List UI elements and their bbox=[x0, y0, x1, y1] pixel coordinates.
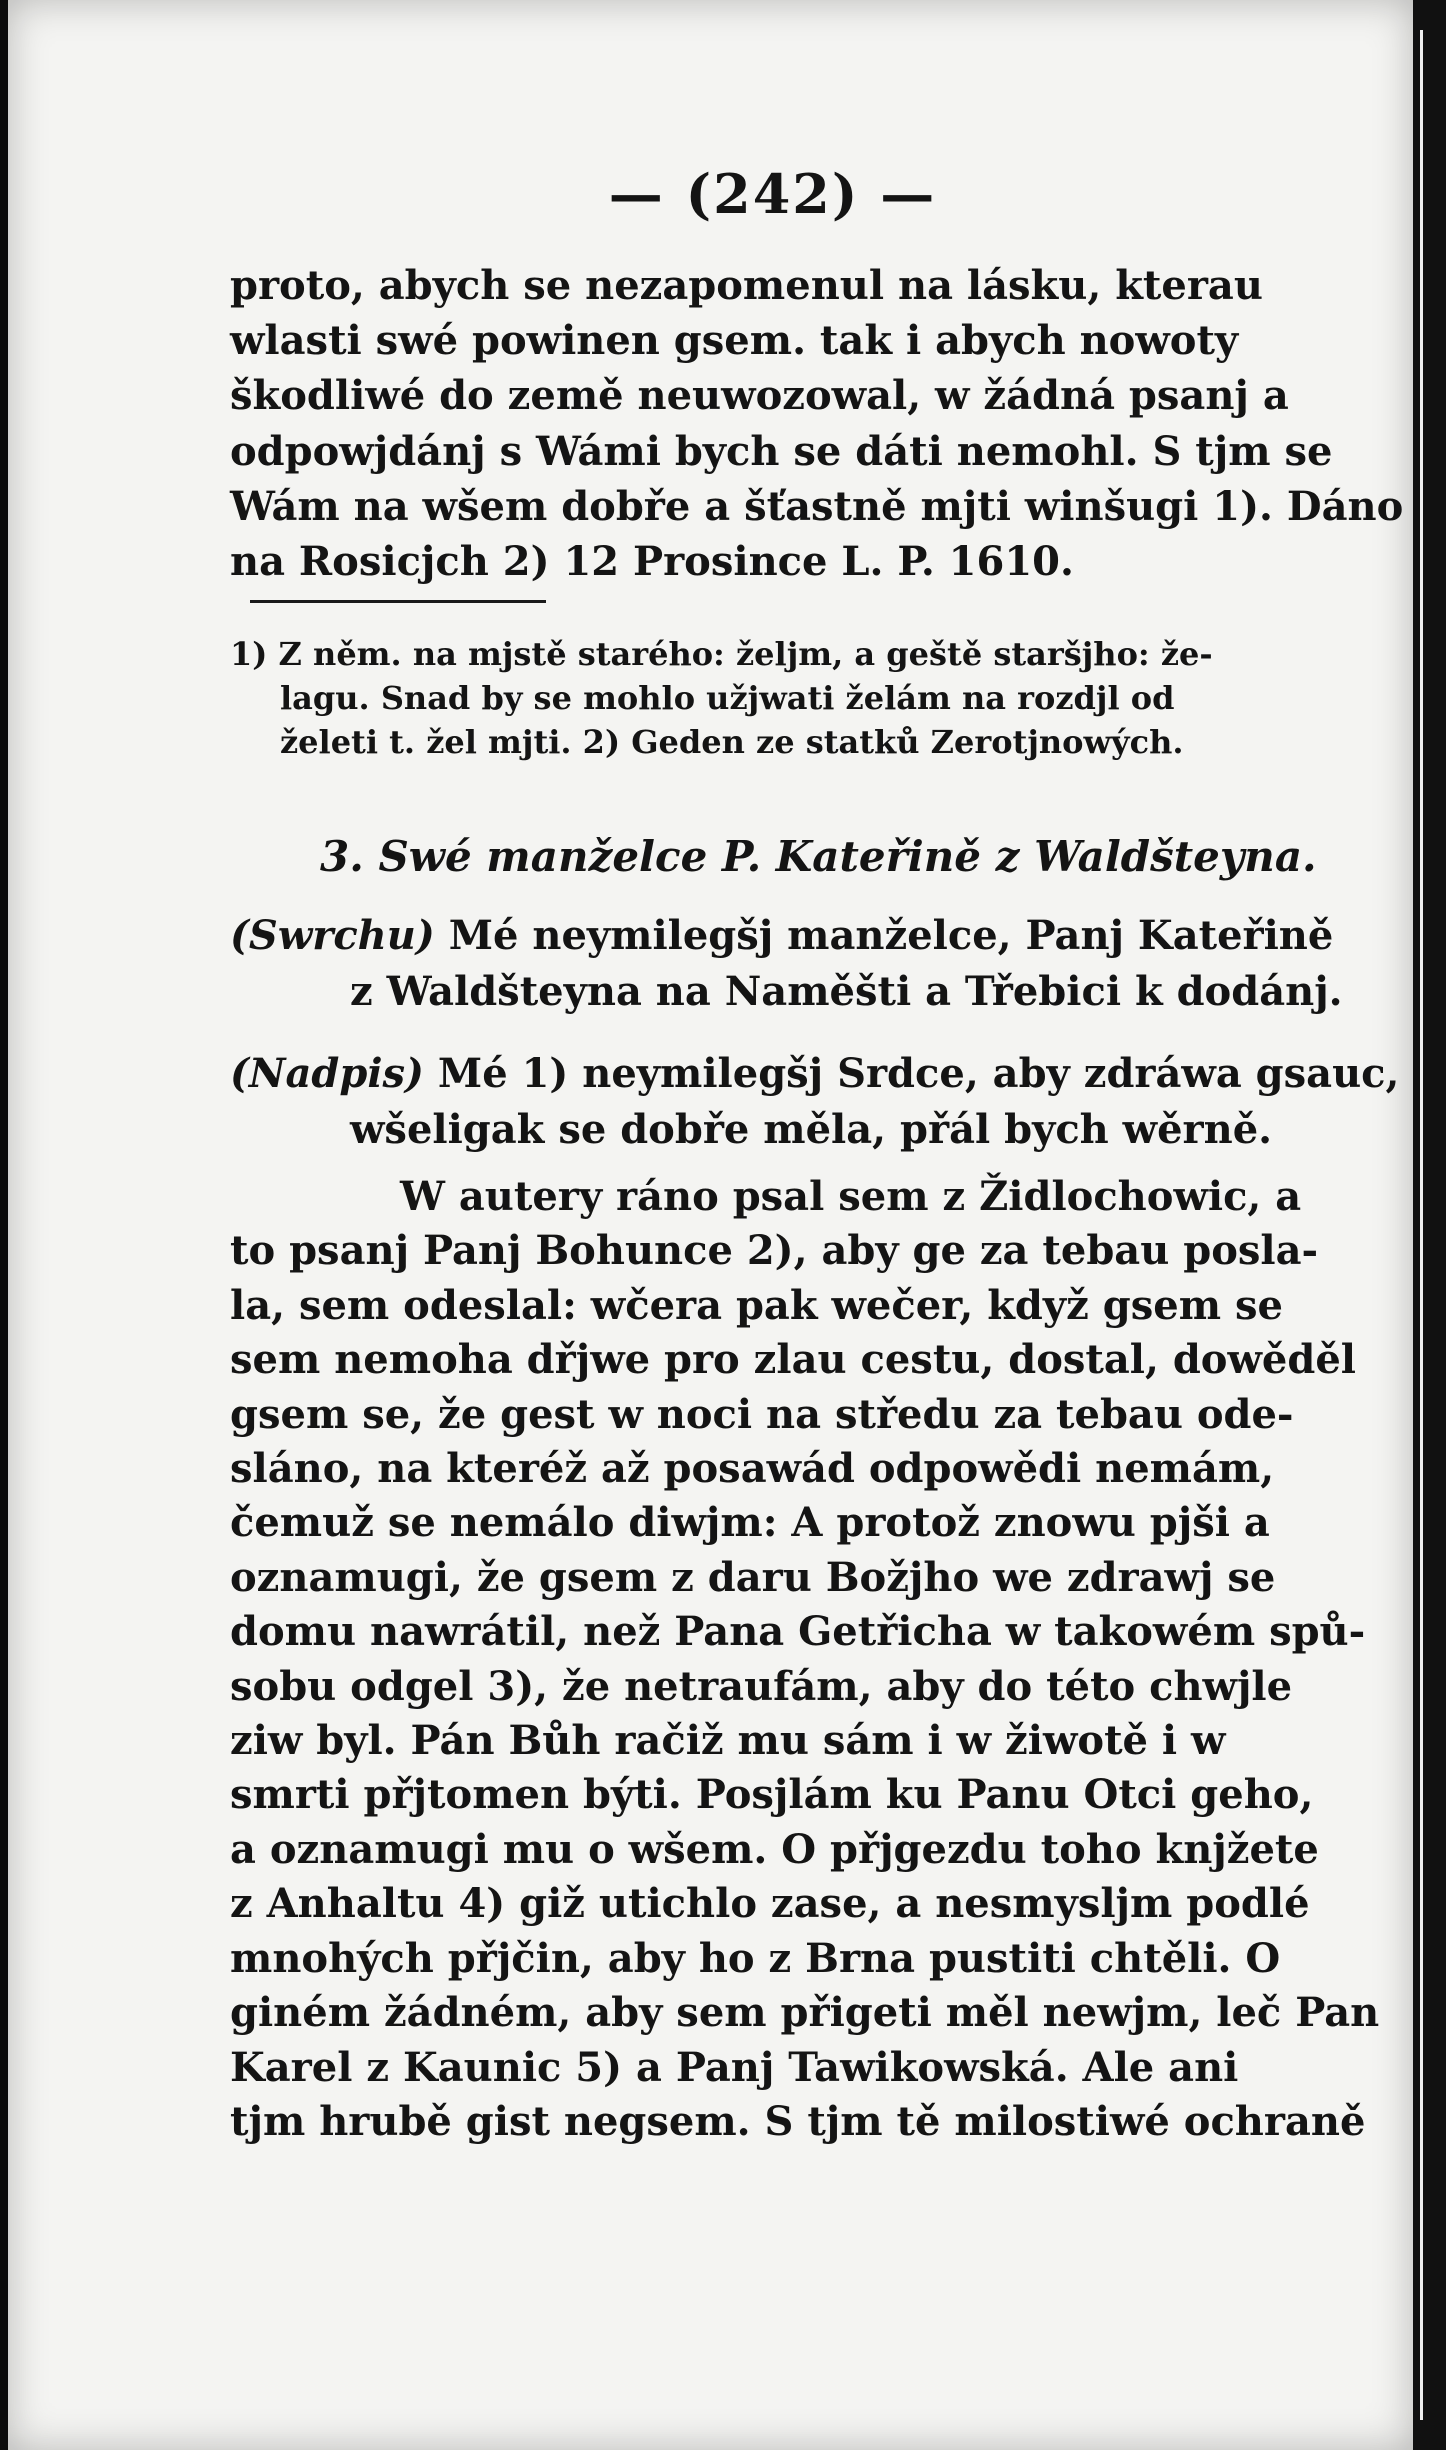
text-line: wlasti swé powinen gsem. tak i abych nowoty bbox=[230, 317, 1239, 365]
text-line: oznamugi, že gsem z daru Božjho we zdrawj se bbox=[230, 1553, 1276, 1601]
page-edge bbox=[1413, 0, 1446, 2450]
text-line: na Rosicjch 2) 12 Prosince L. P. 1610. bbox=[230, 538, 1074, 586]
adjacent-page-edge bbox=[1420, 30, 1423, 2420]
text-line: odpowjdánj s Wámi bych se dáti nemohl. S tjm se bbox=[230, 427, 1333, 475]
text-line: giném žádném, aby sem přigeti měl newjm, leč Pan bbox=[230, 1989, 1380, 2037]
page-number: — (242) — bbox=[608, 162, 937, 226]
address-outer bbox=[230, 908, 1343, 1020]
footnote-rule bbox=[250, 600, 546, 603]
text-line: smrti přjtomen býti. Posjlám ku Panu Otci geho, bbox=[230, 1771, 1314, 1819]
footnote-line: želeti t. žel mjti. 2) Geden ze statků Zerotjnowých. bbox=[280, 723, 1184, 761]
text-line: sobu odgel 3), že netraufám, aby do této chwjle bbox=[230, 1662, 1293, 1710]
text-line: sem nemoha dřjwe pro zlau cestu, dostal, dowěděl bbox=[230, 1336, 1356, 1384]
address-line: z Waldšteyna na Naměšti a Třebici k dodánj. bbox=[350, 968, 1343, 1015]
footnote-line: lagu. Snad by se mohlo užjwati želám na rozdjl od bbox=[280, 679, 1175, 717]
text-line: sláno, na kteréž až posawád odpowědi nemám, bbox=[230, 1445, 1275, 1493]
text-line: domu nawrátil, než Pana Getřicha w takowém spů- bbox=[230, 1608, 1366, 1656]
text-line: škodliwé do země neuwozowal, w žádná psanj a bbox=[230, 372, 1289, 420]
address-line: Mé 1) neymilegšj Srdce, aby zdráwa gsauc, bbox=[437, 1050, 1400, 1097]
address-line: wšeligak se dobře měla, přál bych wěrně. bbox=[350, 1106, 1273, 1153]
text-line: mnohých přjčin, aby ho z Brna pustiti chtěli. O bbox=[230, 1934, 1281, 1982]
text-line: z Anhaltu 4) giž utichlo zase, a nesmysljm podlé bbox=[230, 1880, 1310, 1928]
section-title: 3. Swé manželce P. Kateřině z Waldšteyna. bbox=[320, 832, 1317, 881]
footnotes bbox=[230, 632, 1320, 764]
address-label: (Nadpis) bbox=[230, 1050, 424, 1097]
text-line: W autery ráno psal sem z Židlochowic, a bbox=[400, 1173, 1302, 1220]
text-line: la, sem odeslal: wčera pak wečer, když gsem se bbox=[230, 1281, 1283, 1329]
footnote-line: 1) Z něm. na mjstě starého: željm, a geště staršjho: že- bbox=[230, 635, 1213, 673]
text-line: proto, abych se nezapomenul na lásku, kterau bbox=[230, 262, 1263, 309]
address-inner bbox=[230, 1046, 1400, 1158]
text-line: čemuž se nemálo diwjm: A protož znowu pjši a bbox=[230, 1499, 1270, 1547]
address-label: (Swrchu) bbox=[230, 912, 435, 959]
text-line: Wám na wšem dobře a šťastně mjti winšugi 1). Dáno bbox=[230, 482, 1404, 530]
paragraph-2 bbox=[230, 1170, 1380, 2149]
address-line: Mé neymilegšj manželce, Panj Kateřině bbox=[448, 912, 1334, 959]
text-line: ziw byl. Pán Bůh račiž mu sám i w žiwotě i w bbox=[230, 1717, 1226, 1765]
text-line: Karel z Kaunic 5) a Panj Tawikowská. Ale ani bbox=[230, 2043, 1239, 2091]
text-line: tjm hrubě gist negsem. S tjm tě milostiwé ochraně bbox=[230, 2097, 1366, 2145]
paragraph-1 bbox=[230, 258, 1404, 589]
text-line: gsem se, že gest w noci na středu za tebau ode- bbox=[230, 1390, 1294, 1438]
text-line: to psanj Panj Bohunce 2), aby ge za tebau posla- bbox=[230, 1227, 1319, 1275]
text-line: a oznamugi mu o wšem. O přjgezdu toho knjžete bbox=[230, 1825, 1319, 1873]
